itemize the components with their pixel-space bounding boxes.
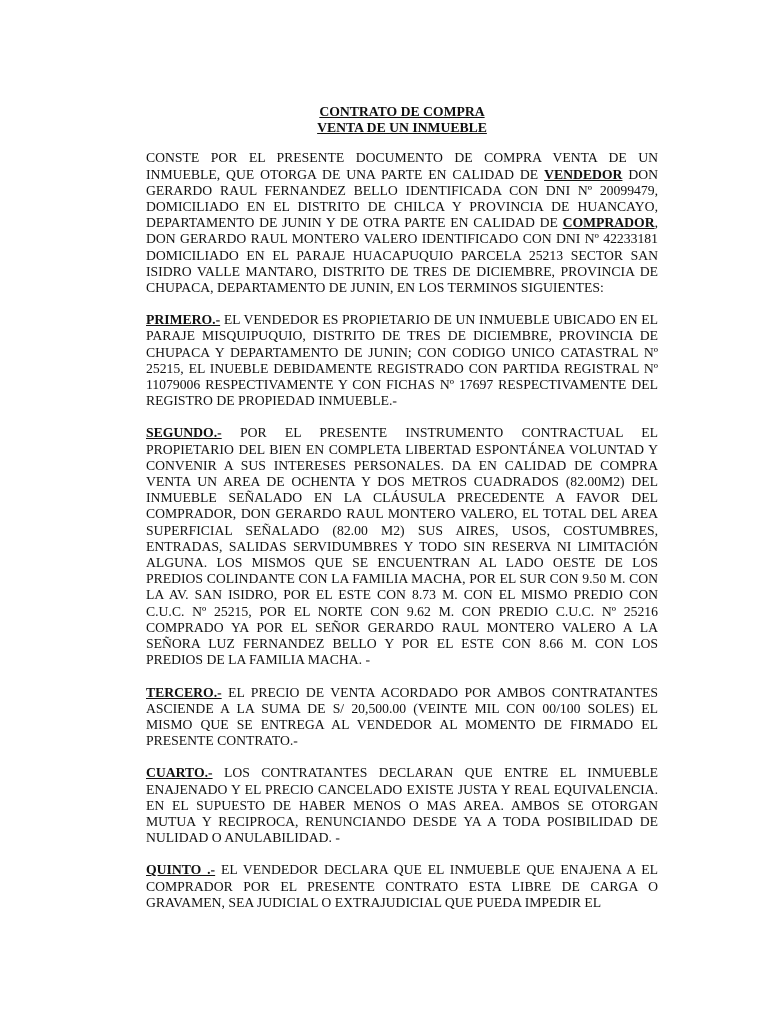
title-line-1: CONTRATO DE COMPRA <box>319 104 485 119</box>
clause-text: EL VENDEDOR ES PROPIETARIO DE UN INMUEBLE UBICADO EN EL PARAJE MISQUIPUQUIO, DISTRITO DE TRES DE DICIEMBRE, PROVINCIA DE CHUPACA Y DEPARTAMENTO DE JUNIN; CON CODIGO UNICO CATASTRAL Nº 25215, EL INUEBLE DEBIDAMENTE REGISTRADO CON PARTIDA REGISTRAL Nº 11079006 RESPECTIVAMENTE Y CON FICHAS Nº 17697 RESPECTIVAMENTE DEL REGISTRO DE PROPIEDAD INMUEBLE.- <box>146 312 658 409</box>
clause-text: POR EL PRESENTE INSTRUMENTO CONTRACTUAL EL PROPIETARIO DEL BIEN EN COMPLETA LIBERTAD ESPONTÁNEA VOLUNTAD Y CONVENIR A SUS INTERESES PERSONALES. DA EN CALIDAD DE COMPRA VENTA UN AREA DE OCHENTA Y DOS METROS CUADRADOS (82.00M2) DEL INMUEBLE SEÑALADO EN LA CLÁUSULA PRECEDENTE A FAVOR DEL COMPRADOR, DON GERARDO RAUL MONTERO VALERO, EL TOTAL DEL AREA SUPERFICIAL SEÑALADO (82.00 M2) SUS AIRES, USOS, COSTUMBRES, ENTRADAS, SALIDAS SERVIDUMBRES Y TODO SIN RESERVA NI LIMITACIÓN ALGUNA. LOS MISMOS QUE SE ENCUENTRAN AL LADO OESTE DE LOS PREDIOS COLINDANTE CON LA FAMILIA MACHA, POR EL SUR CON 9.50 M. CON LA AV. SAN ISIDRO, POR EL ESTE CON 8.73 M. CON EL MISMO PREDIO CON C.U.C. Nº 25215, POR EL NORTE CON 9.62 M. CON PREDIO C.U.C. Nº 25216 COMPRADO YA POR EL SEÑOR GERARDO RAUL MONTERO VALERO A LA SEÑORA LUZ FERNANDEZ BELLO Y POR EL ESTE CON 8.66 M. CON LOS PREDIOS DE LA FAMILIA MACHA. - <box>146 425 658 668</box>
seller-label: VENDEDOR <box>544 166 623 182</box>
buyer-label: COMPRADOR <box>562 215 655 231</box>
intro-paragraph <box>146 150 658 296</box>
clause-quinto <box>146 862 658 911</box>
intro-text-2: DON GERARDO RAUL FERNANDEZ BELLO IDENTIFICADA CON DNI Nº 20099479, DOMICILIADO EN EL DISTRITO DE CHILCA Y PROVINCIA DE HUANCAYO, DEPARTAMENTO DE JUNIN Y DE OTRA PARTE EN CALIDAD DE <box>146 166 658 231</box>
clause-heading: CUARTO.- <box>146 765 213 781</box>
clause-heading: QUINTO .- <box>146 862 216 878</box>
title-line-2: VENTA DE UN INMUEBLE <box>317 120 487 136</box>
clause-tercero <box>146 685 658 750</box>
clause-primero <box>146 312 658 409</box>
clause-heading: TERCERO.- <box>146 684 222 700</box>
clause-text: EL PRECIO DE VENTA ACORDADO POR AMBOS CONTRATANTES ASCIENDE A LA SUMA DE S/ 20,500.00 (VEINTE MIL CON 00/100 SOLES) EL MISMO QUE SE ENTREGA AL VENDEDOR AL MOMENTO DE FIRMADO EL PRESENTE CONTRATO.- <box>146 684 658 749</box>
clause-heading: SEGUNDO.- <box>146 425 222 441</box>
intro-text-1: CONSTE POR EL PRESENTE DOCUMENTO DE COMPRA VENTA DE UN INMUEBLE, QUE OTORGA DE UNA PARTE EN CALIDAD DE <box>146 150 658 182</box>
clause-heading: PRIMERO.- <box>146 312 221 328</box>
clause-text: EL VENDEDOR DECLARA QUE EL INMUEBLE QUE ENAJENA A EL COMPRADOR POR EL PRESENTE CONTRATO ESTA LIBRE DE CARGA O GRAVAMEN, SEA JUDICIAL O EXTRAJUDICIAL QUE PUEDA IMPEDIR EL <box>146 862 658 910</box>
document-title <box>146 104 658 136</box>
contract-page <box>146 104 658 927</box>
clause-segundo <box>146 425 658 668</box>
intro-text-3: , DON GERARDO RAUL MONTERO VALERO IDENTIFICADO CON DNI Nº 42233181 DOMICILIADO EN EL PARAJE HUACAPUQUIO PARCELA 25213 SECTOR SAN ISIDRO VALLE MANTARO, DISTRITO DE TRES DE DICIEMBRE, PROVINCIA DE CHUPACA, DEPARTAMENTO DE JUNIN, EN LOS TERMINOS SIGUIENTES: <box>146 215 658 296</box>
clause-text: LOS CONTRATANTES DECLARAN QUE ENTRE EL INMUEBLE ENAJENADO Y EL PRECIO CANCELADO EXISTE JUSTA Y REAL EQUIVALENCIA. EN EL SUPUESTO DE HABER MENOS O MAS AREA. AMBOS SE OTORGAN MUTUA Y RECIPROCA, RENUNCIANDO DESDE YA A TODA POSIBILIDAD DE NULIDAD O ANULABILIDAD. - <box>146 765 658 846</box>
clause-cuarto <box>146 765 658 846</box>
